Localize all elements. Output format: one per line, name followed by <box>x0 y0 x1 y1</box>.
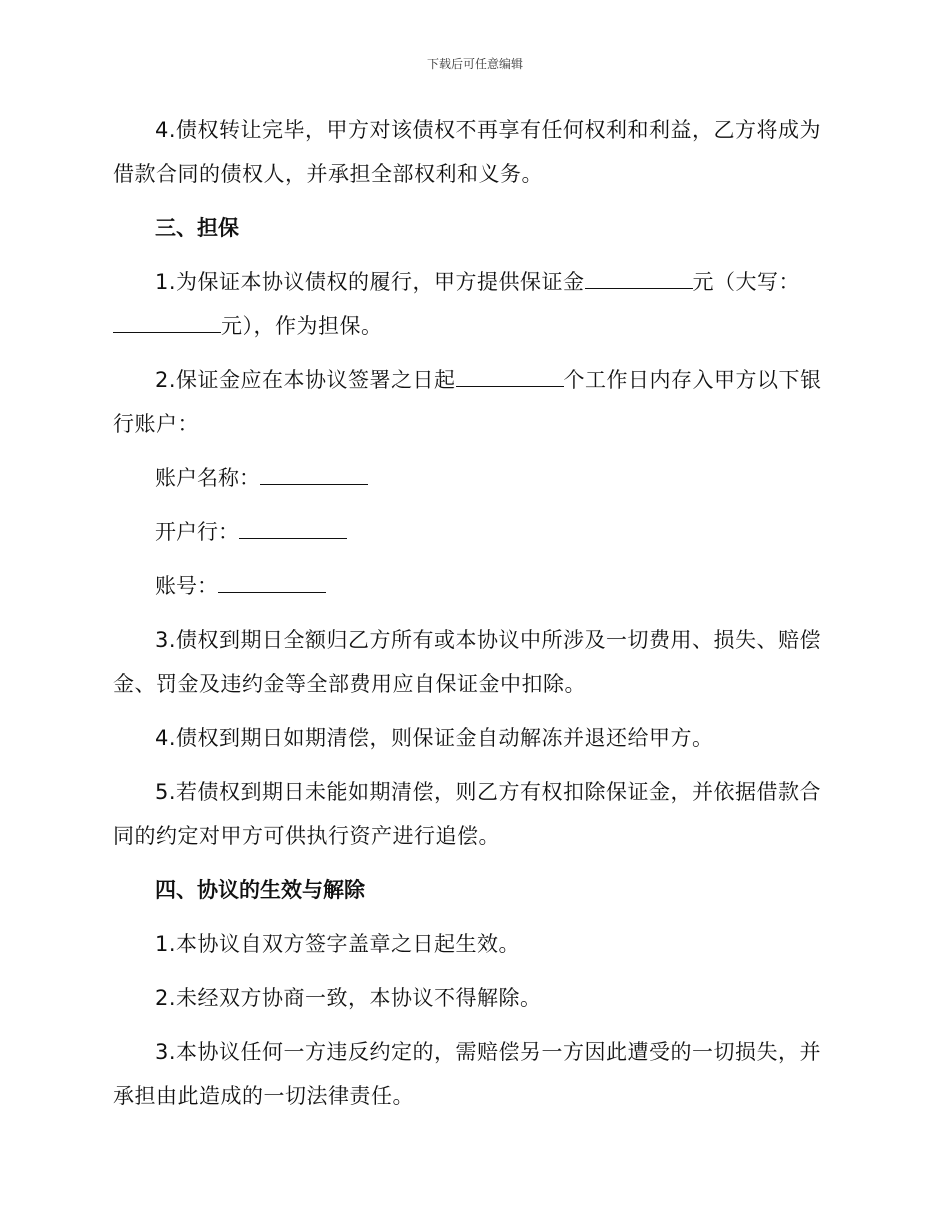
clause-guarantee-3: 3.债权到期日全额归乙方所有或本协议中所涉及一切费用、损失、赔偿金、罚金及违约金等全部费用应自保证金中扣除。 <box>113 628 822 696</box>
document-body <box>113 108 829 1128</box>
account-number-label: 账号： <box>155 574 218 598</box>
clause-effect-1: 1.本协议自双方签字盖章之日起生效。 <box>155 932 521 956</box>
clause-guarantee-1 <box>113 260 829 348</box>
bank-label: 开户行： <box>155 520 239 544</box>
clause-text: 元（大写： <box>692 270 801 294</box>
deposit-amount-words-blank[interactable] <box>113 312 221 333</box>
clause-effect-2: 2.未经双方协商一致，本协议不得解除。 <box>155 986 542 1010</box>
clause-guarantee-2 <box>113 358 829 446</box>
clause-text: 元），作为担保。 <box>221 314 383 338</box>
clause-transfer-4: 4.债权转让完毕，甲方对该债权不再享有任何权利和利益，乙方将成为借款合同的债权人，并承担全部权利和义务。 <box>113 118 822 186</box>
clause-guarantee-4: 4.债权到期日如期清偿，则保证金自动解冻并退还给甲方。 <box>155 726 714 750</box>
deposit-amount-blank[interactable] <box>585 268 693 289</box>
account-name-blank[interactable] <box>260 464 368 485</box>
clause-text: 个工作日内存入甲方以下银行账户： <box>113 368 822 436</box>
section-title-effect: 四、协议的生效与解除 <box>155 878 365 902</box>
clause-text: 2.保证金应在本协议签署之日起 <box>155 368 456 392</box>
account-number-field <box>113 564 829 608</box>
clause-text: 1.为保证本协议债权的履行，甲方提供保证金 <box>155 270 585 294</box>
clause-guarantee-5: 5.若债权到期日未能如期清偿，则乙方有权扣除保证金，并依据借款合同的约定对甲方可供执行资产进行追偿。 <box>113 780 822 848</box>
section-title-guarantee: 三、担保 <box>155 216 239 240</box>
header-note: 下载后可任意编辑 <box>426 57 523 71</box>
clause-effect-3: 3.本协议任何一方违反约定的，需赔偿另一方因此遭受的一切损失，并承担由此造成的一切法律责任。 <box>113 1040 822 1108</box>
account-name-label: 账户名称： <box>155 466 260 490</box>
account-number-blank[interactable] <box>218 572 326 593</box>
bank-blank[interactable] <box>239 518 347 539</box>
account-name-field <box>113 456 829 500</box>
working-days-blank[interactable] <box>456 366 564 387</box>
bank-field <box>113 510 829 554</box>
